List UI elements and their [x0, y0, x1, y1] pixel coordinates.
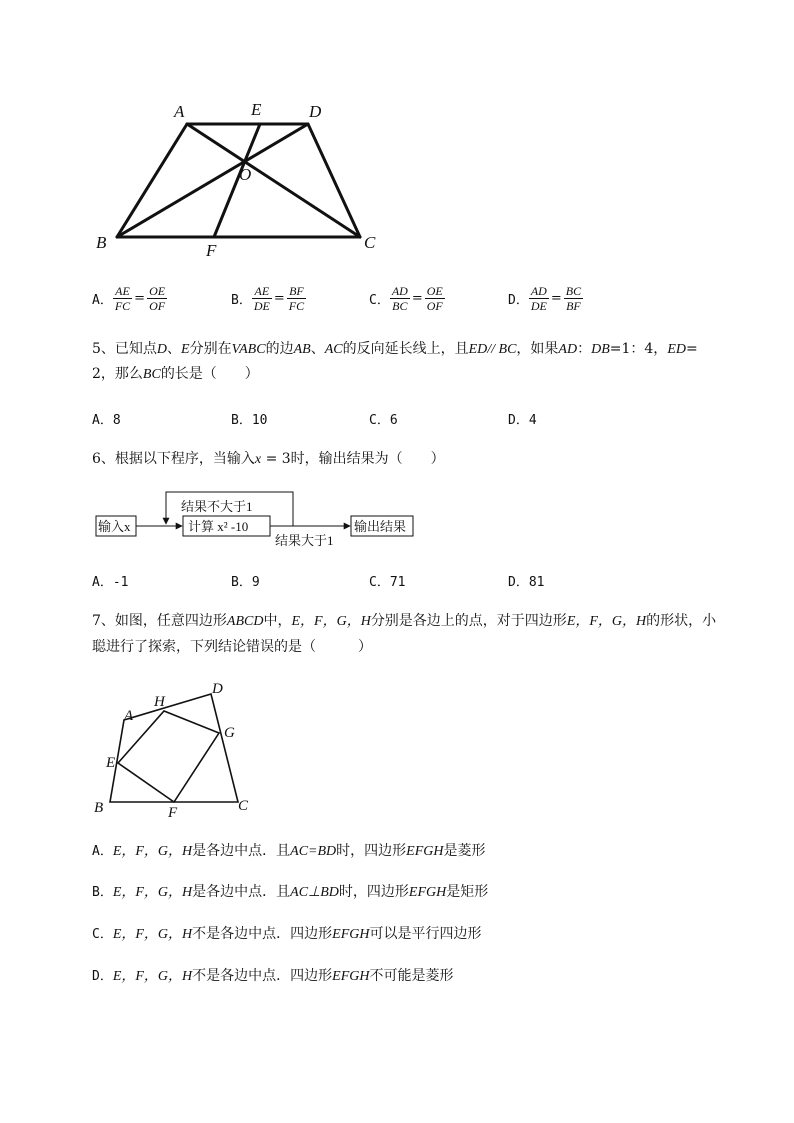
- points-efgh: E，F，G，H: [566, 614, 647, 629]
- numerator: AE: [113, 284, 132, 299]
- option-letter: D．: [508, 293, 529, 308]
- label-O: O: [239, 165, 252, 184]
- quad-efgh: EFGH: [332, 927, 370, 942]
- label-G: G: [224, 725, 235, 741]
- trapezoid-figure: [80, 90, 400, 270]
- exit-label: 结果大于1: [275, 533, 334, 548]
- numerator: AD: [391, 284, 408, 298]
- label-B: B: [94, 800, 104, 816]
- text: 的形状，小: [646, 613, 717, 629]
- option-letter: C．: [369, 293, 390, 308]
- label-E: E: [106, 755, 116, 771]
- text: 的长是（ ）: [160, 366, 259, 382]
- fraction: [147, 284, 167, 313]
- label-F: F: [168, 805, 178, 821]
- text: 的反向延长线上，且: [342, 341, 469, 357]
- numerator: OE: [149, 284, 166, 298]
- label-A: A: [124, 708, 134, 724]
- text: 不是各边中点．四边形: [192, 926, 333, 942]
- q5-option-c[interactable]: C．6: [369, 413, 398, 428]
- flowchart: [90, 488, 420, 548]
- fraction: [113, 284, 132, 313]
- numerator: AD: [530, 284, 547, 298]
- q7-option-d[interactable]: [92, 966, 453, 987]
- text: =1：4，: [609, 341, 668, 357]
- variable-x: x: [254, 452, 262, 467]
- label-D: D: [212, 681, 223, 697]
- label-B: B: [96, 233, 107, 252]
- points-efgh: E，F，G，H: [112, 927, 193, 942]
- text: 是各边中点．且: [192, 843, 291, 859]
- option-letter: A．: [92, 844, 113, 859]
- segment-ed: ED: [667, 342, 686, 357]
- q5-option-b[interactable]: B．10: [231, 413, 268, 428]
- equals-sign: =: [273, 291, 285, 306]
- points-efgh: E，F，G，H: [291, 614, 371, 629]
- text: 不是各边中点．四边形: [192, 968, 333, 984]
- text: = 3时，输出结果为（ ）: [261, 451, 445, 467]
- points-efgh: E，F，G，H: [112, 885, 193, 900]
- text: 分别是各边上的点，对于四边形: [370, 613, 567, 629]
- q6-option-b[interactable]: B．9: [231, 575, 260, 590]
- option-letter: B．: [231, 293, 252, 308]
- denominator: DE: [253, 299, 270, 313]
- text: 、: [167, 341, 182, 357]
- fraction: [564, 284, 583, 313]
- text: 不可能是菱形: [369, 968, 454, 984]
- q6-stem: [92, 449, 445, 470]
- segment-AB: [117, 124, 187, 237]
- q5-stem-line2: [92, 364, 259, 385]
- text: 5、已知点: [92, 341, 157, 357]
- denominator: BC: [392, 299, 408, 313]
- text: 时，四边形: [336, 843, 407, 859]
- condition: AC⊥BD: [290, 885, 339, 900]
- denominator: OF: [426, 299, 443, 313]
- quad-efgh: EFGH: [408, 885, 447, 900]
- points-efgh: E，F，G，H: [112, 969, 193, 984]
- text: 、: [310, 341, 325, 357]
- text: 是矩形: [446, 884, 489, 900]
- input-label: 输入x: [98, 519, 131, 534]
- quad-efgh: EFGH: [332, 969, 370, 984]
- segment-db: DB: [591, 342, 610, 357]
- text: 2，那么: [92, 366, 143, 382]
- segment-ad: AD: [558, 342, 578, 357]
- quad-efgh-shape: [118, 711, 219, 802]
- fraction: [390, 284, 410, 313]
- points-efgh: E，F，G，H: [112, 844, 193, 859]
- numerator: OE: [426, 284, 443, 298]
- numerator: AE: [252, 284, 272, 299]
- denominator: OF: [149, 299, 166, 313]
- q4-option-d[interactable]: [508, 284, 583, 313]
- numerator: BC: [565, 284, 582, 298]
- q7-stem-line2: 聪进行了探索，下列结论错误的是（ ）: [92, 639, 372, 655]
- text: ，如果: [516, 341, 559, 357]
- fraction: [252, 284, 272, 313]
- equals-sign: =: [134, 291, 146, 306]
- option-letter: C．: [92, 927, 113, 942]
- text: 可以是平行四边形: [369, 926, 482, 942]
- label-A: A: [174, 102, 185, 121]
- q4-option-a[interactable]: [92, 284, 167, 313]
- triangle-abc: VABC: [231, 342, 266, 357]
- q7-option-a[interactable]: [92, 841, 485, 862]
- numerator: BF: [287, 284, 306, 299]
- side-ac: AC: [324, 342, 343, 357]
- label-F: F: [206, 241, 217, 260]
- equals-sign: =: [550, 291, 562, 306]
- text: 中，: [263, 613, 292, 629]
- denominator: DE: [530, 299, 547, 313]
- label-D: D: [309, 102, 322, 121]
- q6-option-c[interactable]: C．71: [369, 575, 406, 590]
- quad-abcd: ABCD: [226, 614, 264, 629]
- option-letter: B．: [92, 885, 113, 900]
- label-H: H: [154, 694, 165, 710]
- label-C: C: [238, 798, 249, 814]
- text: =: [685, 341, 698, 357]
- text: 的边: [265, 341, 294, 357]
- q5-stem-line1: [92, 339, 698, 360]
- quadrilateral-figure: [88, 676, 268, 821]
- label-E: E: [251, 100, 262, 119]
- output-label: 输出结果: [354, 519, 407, 534]
- calc-label: 计算 x² -10: [188, 519, 249, 534]
- condition: AC=BD: [290, 844, 337, 859]
- denominator: FC: [114, 299, 131, 313]
- q7-option-c[interactable]: [92, 924, 481, 945]
- loop-label: 结果不大于1: [181, 499, 253, 514]
- denominator: FC: [288, 299, 305, 313]
- point-e: E: [181, 342, 190, 357]
- q6-option-a[interactable]: A．-1: [92, 575, 129, 590]
- fraction: [425, 284, 445, 313]
- label-C: C: [364, 233, 376, 252]
- fraction: [529, 284, 549, 313]
- denominator: BF: [566, 299, 581, 313]
- parallel-condition: ED// BC: [468, 342, 517, 357]
- q4-option-c[interactable]: [369, 284, 445, 313]
- q7-stem-line1: [92, 611, 716, 632]
- text: 是各边中点．且: [192, 884, 291, 900]
- text: ：: [577, 341, 592, 357]
- text: 6、根据以下程序，当输入: [92, 451, 255, 467]
- segment-bc: BC: [142, 367, 161, 382]
- segment-EF: [214, 124, 260, 237]
- q7-option-b[interactable]: [92, 882, 488, 903]
- text: 是菱形: [443, 843, 486, 859]
- q5-option-d[interactable]: D．4: [508, 413, 537, 428]
- option-letter: D．: [92, 969, 113, 984]
- text: 7、如图，任意四边形: [92, 613, 227, 629]
- text: 时，四边形: [338, 884, 409, 900]
- q6-option-d[interactable]: D．81: [508, 575, 545, 590]
- point-d: D: [156, 342, 168, 357]
- side-ab: AB: [293, 342, 311, 357]
- text: 分别在: [189, 341, 232, 357]
- equals-sign: =: [411, 291, 423, 306]
- q4-option-b[interactable]: [231, 284, 306, 313]
- quad-efgh: EFGH: [406, 844, 444, 859]
- q5-option-a[interactable]: A．8: [92, 413, 121, 428]
- option-letter: A．: [92, 293, 113, 308]
- fraction: [287, 284, 306, 313]
